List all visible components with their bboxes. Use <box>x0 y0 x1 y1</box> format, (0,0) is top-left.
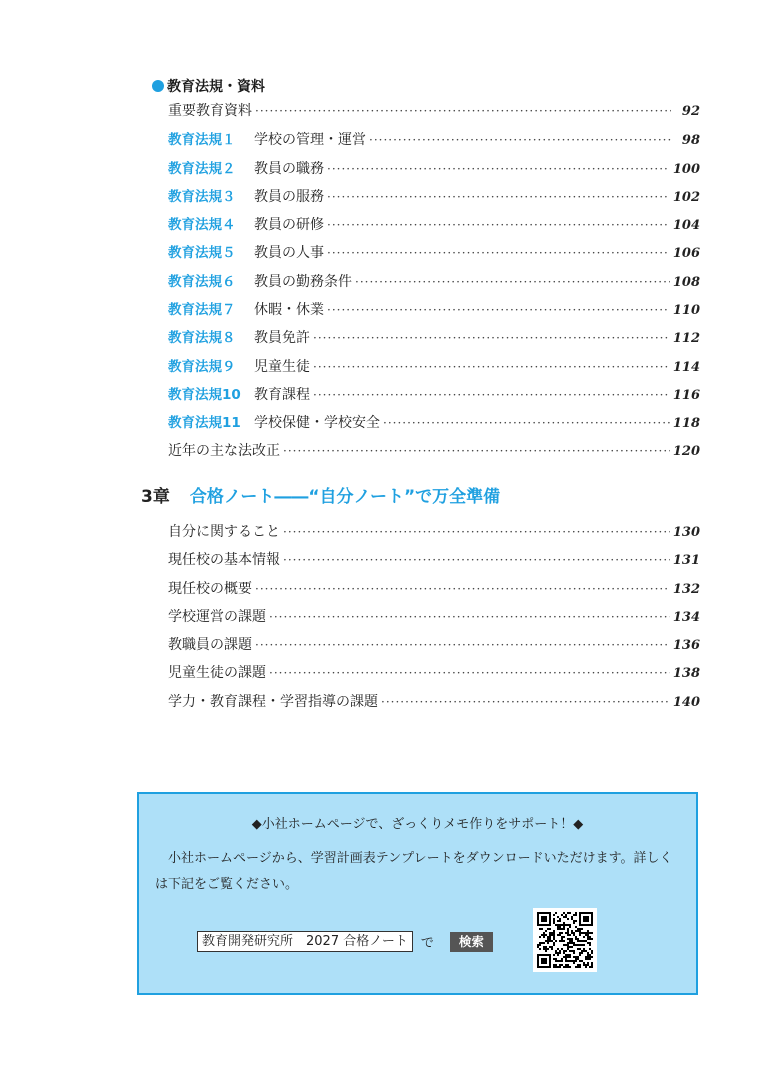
toc-entry-title: 現任校の基本情報 <box>168 552 280 569</box>
toc-entry-title: 児童生徒 <box>254 358 310 375</box>
toc-entry-label: 教育法規８ <box>168 330 236 347</box>
toc-entry-page: 112 <box>672 331 700 347</box>
toc-entry-title: 学校運営の課題 <box>168 608 266 625</box>
dot-leader <box>381 695 670 709</box>
toc-entry[interactable] <box>168 440 700 468</box>
notice-body: 小社ホームページから、学習計画表テンプレートをダウンロードいただけます。詳しくは下記をご覧ください。 <box>155 851 673 892</box>
toc-entry-page: 132 <box>672 581 700 597</box>
toc-entry-title: 現任校の概要 <box>168 580 252 597</box>
toc-entry-page: 116 <box>672 387 700 403</box>
toc-entry[interactable] <box>168 241 700 269</box>
dot-leader <box>313 388 670 402</box>
dot-leader <box>255 104 671 118</box>
toc-entry-title: 教職員の課題 <box>168 637 252 654</box>
qr-code-graphic <box>537 912 593 968</box>
toc-entry[interactable] <box>168 213 700 241</box>
dot-leader <box>283 553 670 567</box>
toc-entry-label: 教育法規９ <box>168 358 236 375</box>
toc-entry-page: 102 <box>672 189 700 205</box>
notice-heading: ◆小社ホームページで、ざっくりメモ作りをサポート！◆ <box>251 817 584 832</box>
toc-entry[interactable] <box>168 521 700 549</box>
toc-entry-page: 118 <box>672 416 700 432</box>
bullet-icon <box>152 80 164 92</box>
toc-entry[interactable] <box>168 691 700 719</box>
dot-leader <box>283 525 670 539</box>
toc-entry[interactable] <box>168 634 700 662</box>
toc-entry-page: 120 <box>672 443 700 459</box>
toc-entry[interactable] <box>168 383 700 411</box>
toc-list-laws <box>168 100 700 468</box>
dot-leader <box>269 666 670 680</box>
search-input[interactable]: 教育開発研究所 2027 合格ノート <box>197 931 413 952</box>
notice-box <box>137 792 698 995</box>
toc-entry-title: 教員の研修 <box>254 217 324 234</box>
toc-entry[interactable] <box>168 298 700 326</box>
toc-entry-title: 教員の人事 <box>254 245 324 262</box>
toc-entry[interactable] <box>168 411 700 439</box>
toc-entry-label: 教育法規４ <box>168 217 236 234</box>
dot-leader <box>313 360 670 374</box>
toc-entry-title: 休暇・休業 <box>254 302 324 319</box>
dot-leader <box>255 582 670 596</box>
qr-code-icon[interactable] <box>533 908 597 972</box>
toc-entry-page: 104 <box>672 218 700 234</box>
section-heading <box>152 76 265 96</box>
dot-leader <box>355 275 670 289</box>
toc-entry-page: 138 <box>672 666 700 682</box>
dot-leader <box>283 444 670 458</box>
toc-entry-title: 教員の服務 <box>254 188 324 205</box>
toc-entry[interactable] <box>168 157 700 185</box>
toc-entry-title: 学校保健・学校安全 <box>254 415 380 432</box>
chapter-title: 合格ノート――“自分ノート”で万全準備 <box>189 487 501 507</box>
toc-entry-label: 教育法規10 <box>168 386 241 403</box>
toc-entry-title: 教員免許 <box>254 330 310 347</box>
toc-entry[interactable] <box>168 270 700 298</box>
toc-entry[interactable] <box>168 128 700 156</box>
search-connector: で <box>420 936 434 951</box>
toc-entry-title: 児童生徒の課題 <box>168 665 266 682</box>
toc-entry-title: 近年の主な法改正 <box>168 442 280 459</box>
toc-entry-page: 106 <box>672 246 700 262</box>
toc-entry-page: 108 <box>672 274 700 290</box>
dot-leader <box>313 331 670 345</box>
search-button[interactable]: 検索 <box>450 932 493 952</box>
toc-entry-page: 140 <box>672 694 700 710</box>
toc-entry-title: 重要教育資料 <box>168 103 252 119</box>
toc-entry-label: 教育法規11 <box>168 415 241 432</box>
toc-entry[interactable] <box>168 606 700 634</box>
dot-leader <box>383 416 670 430</box>
toc-entry-page: 92 <box>681 104 700 119</box>
toc-entry-title: 学校の管理・運営 <box>254 132 366 149</box>
toc-entry-label: 教育法規５ <box>168 245 236 262</box>
dot-leader <box>327 190 670 204</box>
toc-entry[interactable] <box>168 549 700 577</box>
dot-leader <box>327 246 670 260</box>
toc-entry-title: 学力・教育課程・学習指導の課題 <box>168 693 378 710</box>
chapter-number: 3章 <box>141 487 170 507</box>
search-prompt <box>197 931 493 952</box>
toc-list-notes <box>168 521 700 719</box>
chapter-heading <box>141 482 500 507</box>
dot-leader <box>269 610 670 624</box>
toc-entry-label: 教育法規７ <box>168 302 236 319</box>
toc-entry-label: 教育法規１ <box>168 132 236 149</box>
toc-entry-label: 教育法規６ <box>168 273 236 290</box>
toc-entry-page: 114 <box>672 359 700 375</box>
toc-entry[interactable] <box>168 326 700 354</box>
section-title: 教育法規・資料 <box>167 79 265 95</box>
dot-leader <box>327 218 670 232</box>
dot-leader <box>327 162 670 176</box>
dot-leader <box>255 638 670 652</box>
toc-entry-label: 教育法規２ <box>168 160 236 177</box>
toc-entry-title: 教員の勤務条件 <box>254 273 352 290</box>
toc-entry-title: 教員の職務 <box>254 160 324 177</box>
toc-entry[interactable] <box>168 355 700 383</box>
toc-entry-page: 131 <box>672 553 700 569</box>
toc-entry[interactable] <box>168 662 700 690</box>
toc-entry-page: 110 <box>672 303 700 319</box>
toc-entry-page: 134 <box>672 609 700 625</box>
toc-entry-page: 98 <box>681 133 700 149</box>
toc-entry[interactable] <box>168 185 700 213</box>
toc-entry-page: 136 <box>672 638 700 654</box>
toc-entry-title: 自分に関すること <box>168 524 280 540</box>
dot-leader <box>327 303 670 317</box>
toc-entry-title: 教育課程 <box>254 386 310 403</box>
toc-entry[interactable] <box>168 100 700 128</box>
dot-leader <box>369 133 671 147</box>
toc-entry-page: 130 <box>672 525 700 540</box>
toc-entry-page: 100 <box>672 161 700 177</box>
toc-entry[interactable] <box>168 578 700 606</box>
toc-entry-label: 教育法規３ <box>168 188 236 205</box>
